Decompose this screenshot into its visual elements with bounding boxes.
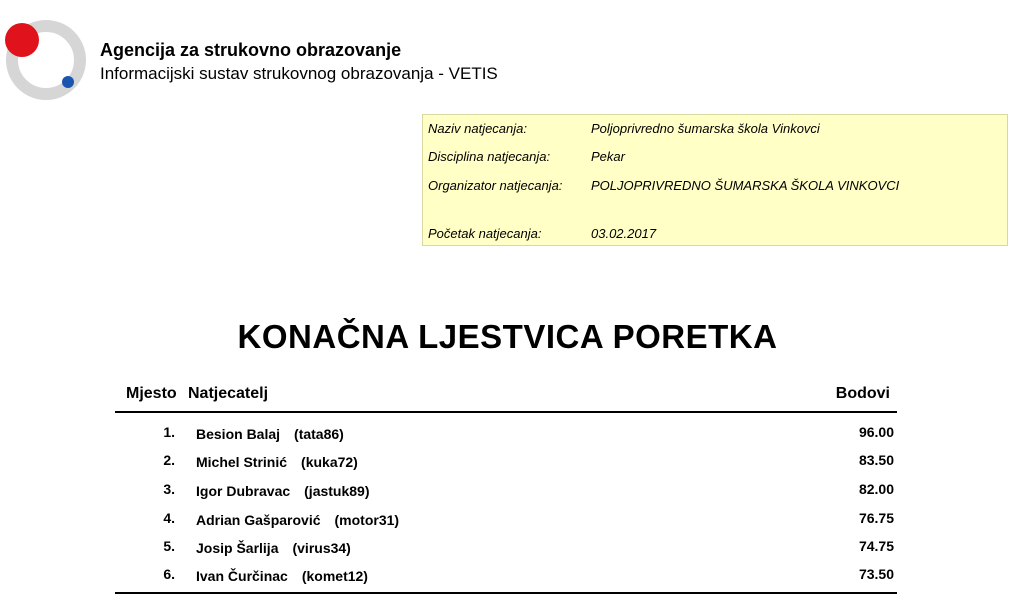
table-row (115, 510, 897, 532)
competitor-cell (196, 512, 399, 528)
table-bottom-divider (115, 592, 897, 594)
points-cell: 96.00 (858, 424, 894, 440)
rank-cell: 5. (163, 538, 175, 554)
info-label: Organizator natjecanja: (428, 178, 563, 193)
points-cell: 82.00 (858, 481, 894, 497)
competitor-username: (virus34) (292, 540, 351, 556)
rank-cell: 2. (163, 452, 175, 468)
table-row (115, 566, 897, 588)
header-competitor: Natjecatelj (188, 385, 269, 402)
competitor-cell (196, 540, 351, 556)
table-row (115, 452, 897, 474)
points-cell: 74.75 (858, 538, 894, 554)
table-row (115, 424, 897, 446)
points-cell: 73.50 (858, 566, 894, 582)
competitor-cell (196, 568, 368, 584)
competitor-username: (motor31) (334, 512, 400, 528)
competitor-name: Josip Šarlija (196, 540, 279, 556)
header-divider (115, 411, 897, 413)
competitor-name: Ivan Čurčinac (196, 568, 288, 584)
rank-cell: 4. (163, 510, 175, 526)
info-label: Disciplina natjecanja: (428, 149, 551, 164)
info-value: 03.02.2017 (591, 226, 657, 241)
header-points: Bodovi (835, 385, 890, 402)
competitor-cell (196, 454, 358, 470)
competitor-username: (kuka72) (301, 454, 358, 470)
table-row (115, 481, 897, 503)
agency-logo-icon (2, 18, 86, 102)
info-value: POLJOPRIVREDNO ŠUMARSKA ŠKOLA VINKOVCI (591, 178, 900, 193)
competitor-name: Igor Dubravac (196, 483, 291, 499)
competitor-username: (jastuk89) (304, 483, 370, 499)
competitor-username: (tata86) (294, 426, 344, 442)
agency-title: Agencija za strukovno obrazovanje (100, 40, 402, 60)
competitor-username: (komet12) (301, 568, 368, 584)
rank-cell: 1. (163, 424, 175, 440)
info-value: Pekar (591, 149, 625, 164)
info-label: Početak natjecanja: (428, 226, 542, 241)
info-label: Naziv natjecanja: (428, 121, 527, 136)
points-cell: 83.50 (858, 452, 894, 468)
competitor-cell (196, 426, 344, 442)
info-value: Poljoprivredno šumarska škola Vinkovci (591, 121, 820, 136)
competitor-name: Adrian Gašparović (196, 512, 321, 528)
points-cell: 76.75 (858, 510, 894, 526)
competitor-name: Besion Balaj (196, 426, 281, 442)
rank-cell: 3. (163, 481, 175, 497)
table-row (115, 538, 897, 560)
rank-cell: 6. (163, 566, 175, 582)
competition-info-box (422, 114, 1008, 246)
page-title: KONAČNA LJESTVICA PORETKA (237, 318, 778, 355)
competitor-cell (196, 483, 370, 499)
competitor-name: Michel Strinić (196, 454, 288, 470)
system-subtitle: Informacijski sustav strukovnog obrazovanja - VETIS (100, 64, 498, 83)
header-rank: Mjesto (126, 385, 177, 402)
